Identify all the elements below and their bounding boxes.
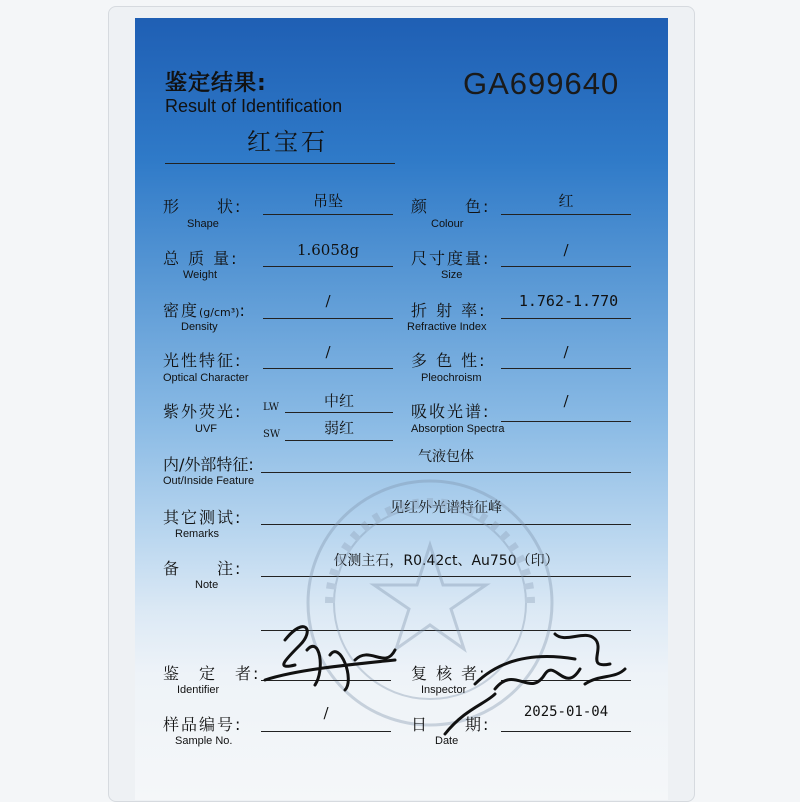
refractive-index-line [501, 318, 631, 319]
feature-value: 气液包体 [418, 449, 474, 465]
pleochroism-line [501, 368, 631, 369]
feature-label-en: Out/Inside Feature [163, 475, 255, 487]
sample-number-label-en: Sample No. [175, 735, 233, 747]
remarks-value: 见红外光谱特征峰 [390, 500, 502, 516]
optical-character-label: 光性特征: [163, 351, 243, 370]
absorption-value: / [563, 392, 569, 410]
identifier-label-en: Identifier [177, 684, 220, 696]
refractive-index-label: 折 射 率: [411, 301, 487, 320]
size-label: 尺寸度量: [411, 249, 491, 268]
shape-value: 吊坠 [312, 192, 343, 210]
weight-label-en: Weight [183, 269, 218, 281]
density-label-text: 密度 [163, 301, 200, 320]
uvf-sw-value: 弱红 [323, 419, 354, 437]
density-label [163, 298, 247, 321]
sample-number-value: / [323, 704, 329, 722]
date-label: 日 期: [411, 715, 491, 734]
size-label-en: Size [441, 269, 463, 281]
result-underline [165, 163, 395, 164]
size-line [501, 266, 631, 267]
sample-number-line [261, 731, 391, 732]
certificate-card [135, 18, 668, 800]
identifier-label: 鉴 定 者: [163, 664, 261, 683]
pleochroism-label: 多 色 性: [411, 351, 487, 370]
colour-label: 颜 色: [411, 197, 491, 216]
inspector-label-en: Inspector [421, 684, 467, 696]
identification-result: 红宝石 [247, 128, 328, 156]
optical-character-value: / [325, 343, 331, 361]
optical-character-label-en: Optical Character [163, 372, 249, 384]
identifier-signature-icon [245, 610, 405, 700]
inspector-label: 复 核 者: [411, 664, 487, 683]
optical-character-line [263, 368, 393, 369]
sample-number-label: 样品编号: [163, 715, 243, 734]
density-line [263, 318, 393, 319]
colour-line [501, 214, 631, 215]
absorption-line [501, 421, 631, 422]
density-label-en: Density [181, 321, 218, 333]
note-label-en: Note [195, 579, 219, 591]
note-label: 备 注: [163, 559, 243, 578]
weight-value: 1.6058g [296, 241, 360, 259]
absorption-label: 吸收光谱: [411, 402, 491, 421]
colour-value: 红 [558, 192, 574, 210]
weight-label: 总 质 量: [163, 249, 239, 268]
pleochroism-label-en: Pleochroism [421, 372, 482, 384]
title-chinese: 鉴定结果: [165, 71, 267, 96]
uvf-sw-label: SW [263, 429, 281, 440]
date-line [501, 731, 631, 732]
shape-label-en: Shape [187, 218, 219, 230]
density-value: / [325, 292, 331, 310]
date-value: 2025-01-04 [523, 704, 609, 720]
title-english: Result of Identification [165, 96, 343, 116]
feature-label: 内/外部特征: [163, 455, 254, 474]
refractive-index-label-en: Refractive Index [407, 321, 487, 333]
note-value: 仅测主石，R0.42ct、Au750（印） [333, 553, 559, 569]
uvf-label: 紫外荧光: [163, 402, 243, 421]
absorption-label-en: Absorption Spectra [411, 423, 505, 435]
uvf-label-en: UVF [195, 423, 217, 435]
refractive-index-value: 1.762-1.770 [518, 292, 619, 310]
weight-line [263, 266, 393, 267]
size-value: / [563, 241, 569, 259]
remarks-label-en: Remarks [175, 528, 220, 540]
uvf-sw-line [285, 440, 393, 441]
shape-line [263, 214, 393, 215]
uvf-lw-label: LW [263, 402, 280, 413]
remarks-label: 其它测试: [163, 508, 243, 527]
certificate-number: GA699640 [463, 66, 620, 101]
uvf-lw-line [285, 412, 393, 413]
colour-label-en: Colour [431, 218, 464, 230]
shape-label: 形 状: [163, 197, 243, 216]
density-colon: : [239, 301, 247, 320]
date-label-en: Date [435, 735, 459, 747]
pleochroism-value: / [563, 343, 569, 361]
uvf-lw-value: 中红 [323, 392, 354, 410]
density-unit: (g/cm³) [199, 306, 240, 319]
